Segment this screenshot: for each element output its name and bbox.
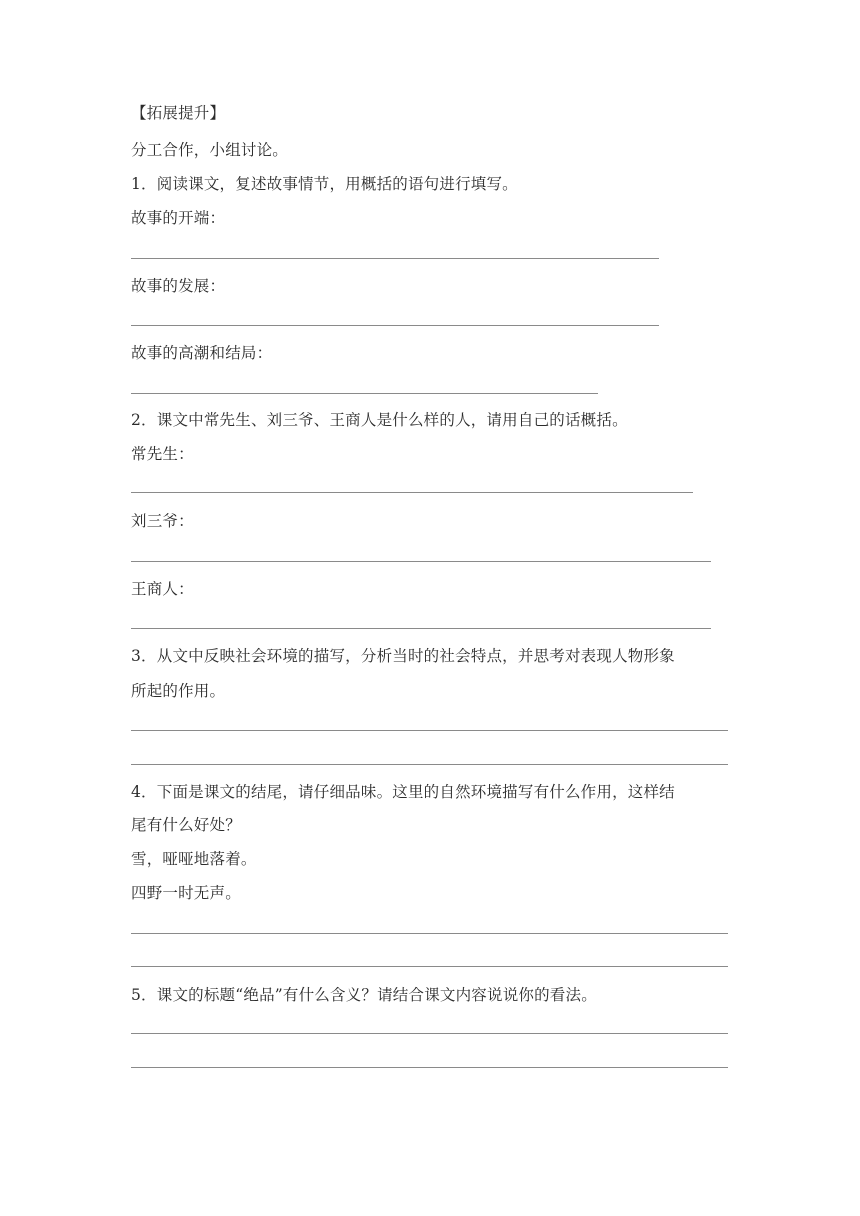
q5-answer-line-1[interactable] <box>131 1033 728 1034</box>
question-4-prompt-line1: 4．下面是课文的结尾，请仔细品味。这里的自然环境描写有什么作用，这样结 <box>131 783 675 801</box>
question-5-prompt: 5．课文的标题“绝品”有什么含义？请结合课文内容说说你的看法。 <box>131 986 597 1004</box>
q4-answer-line-2[interactable] <box>131 966 728 967</box>
worksheet-page <box>131 0 731 1216</box>
q1-field-label-development: 故事的发展： <box>131 277 226 295</box>
q2-field-label-liu: 刘三爷： <box>131 512 194 530</box>
q5-answer-line-2[interactable] <box>131 1067 728 1068</box>
question-3-prompt-line2: 所起的作用。 <box>131 682 226 700</box>
question-1-prompt: 1．阅读课文，复述故事情节，用概括的语句进行填写。 <box>131 175 518 193</box>
question-2-prompt: 2．课文中常先生、刘三爷、王商人是什么样的人，请用自己的话概括。 <box>131 411 628 429</box>
intro-text: 分工合作，小组讨论。 <box>131 141 289 159</box>
q2-answer-line-liu[interactable] <box>131 561 711 562</box>
q2-answer-line-wang[interactable] <box>131 628 711 629</box>
q4-answer-line-1[interactable] <box>131 933 728 934</box>
q1-field-label-climax: 故事的高潮和结局： <box>131 344 273 362</box>
question-4-prompt-line2: 尾有什么好处？ <box>131 816 241 834</box>
q2-field-label-wang: 王商人： <box>131 580 194 598</box>
question-4-quote-line1: 雪，哑哑地落着。 <box>131 850 257 868</box>
q1-answer-line-opening[interactable] <box>131 258 659 259</box>
q1-field-label-opening: 故事的开端： <box>131 209 226 227</box>
question-4-quote-line2: 四野一时无声。 <box>131 884 241 902</box>
q1-answer-line-climax[interactable] <box>131 393 598 394</box>
q1-answer-line-development[interactable] <box>131 325 659 326</box>
question-3-prompt-line1: 3．从文中反映社会环境的描写，分析当时的社会特点，并思考对表现人物形象 <box>131 647 675 665</box>
section-heading: 【拓展提升】 <box>131 104 226 122</box>
q3-answer-line-1[interactable] <box>131 730 728 731</box>
q3-answer-line-2[interactable] <box>131 764 728 765</box>
q2-field-label-chang: 常先生： <box>131 445 194 463</box>
q2-answer-line-chang[interactable] <box>131 492 693 493</box>
